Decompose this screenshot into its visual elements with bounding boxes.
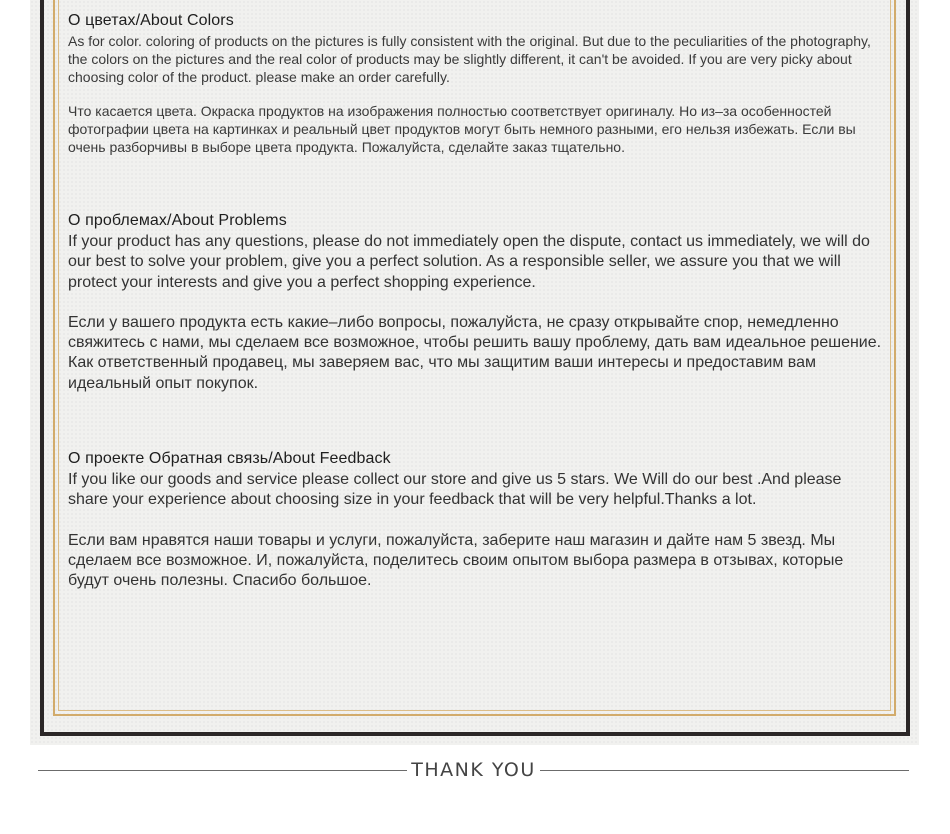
section-about-problems: [68, 210, 884, 394]
divider-line-right: [540, 770, 909, 771]
section-about-feedback: [68, 448, 884, 591]
section-title-colors: О цветах/About Colors: [68, 12, 234, 29]
thank-you-label: THANK YOU: [411, 759, 536, 781]
divider-line-left: [38, 770, 407, 771]
colors-text-ru: Что касается цвета. Окраска продуктов на изображения полностью соответствует оригиналу. Но из–за особенностей фотографии цвета на картинках и реальный цвет продуктов могут быть немного разными, его нельзя избежать. Если вы очень разборчивы в выборе цвета продукта. Пожалуйста, сделайте заказ тщательно.: [68, 103, 856, 155]
problems-text-en: If your product has any questions, please do not immediately open the dispute, contact us immediately, we will do our best to solve your problem, give you a perfect solution. As a responsible seller, we assure you that we will protect your interests and give you a perfect shopping experience.: [68, 233, 870, 291]
info-content: [68, 10, 884, 592]
colors-text-en: As for color. coloring of products on the pictures is fully consistent with the original. But due to the peculiarities of the photography, the colors on the pictures and the real color of products may be slightly different, it can't be avoided. If you are very picky about choosing color of the product. please make an order carefully.: [68, 33, 871, 85]
problems-text-ru: Если у вашего продукта есть какие–либо вопросы, пожалуйста, не сразу открывайте спор, немедленно свяжитесь с нами, мы сделаем все возможное, чтобы решить вашу проблему, дать вам идеальное решение. Как ответственный продавец, мы заверяем вас, что мы защитим ваши интересы и предоставим вам идеальный опыт покупок.: [68, 313, 882, 392]
section-title-problems: О проблемах/About Problems: [68, 212, 287, 229]
section-title-feedback: О проекте Обратная связь/About Feedback: [68, 450, 391, 468]
feedback-text-ru: Если вам нравятся наши товары и услуги, пожалуйста, заберите наш магазин и дайте нам 5 звезд. Мы сделаем все возможное. И, пожалуйста, поделитесь своим опытом выбора размера в отзывах, которые будут очень полезны. Спасибо большое.: [68, 531, 844, 590]
section-about-colors: [68, 10, 884, 156]
feedback-text-en: If you like our goods and service please collect our store and give us 5 stars. We Will do our best .And please share your experience about choosing size in your feedback that will be very helpful.Thanks a lot.: [68, 471, 842, 509]
thank-you-divider: [38, 757, 909, 783]
